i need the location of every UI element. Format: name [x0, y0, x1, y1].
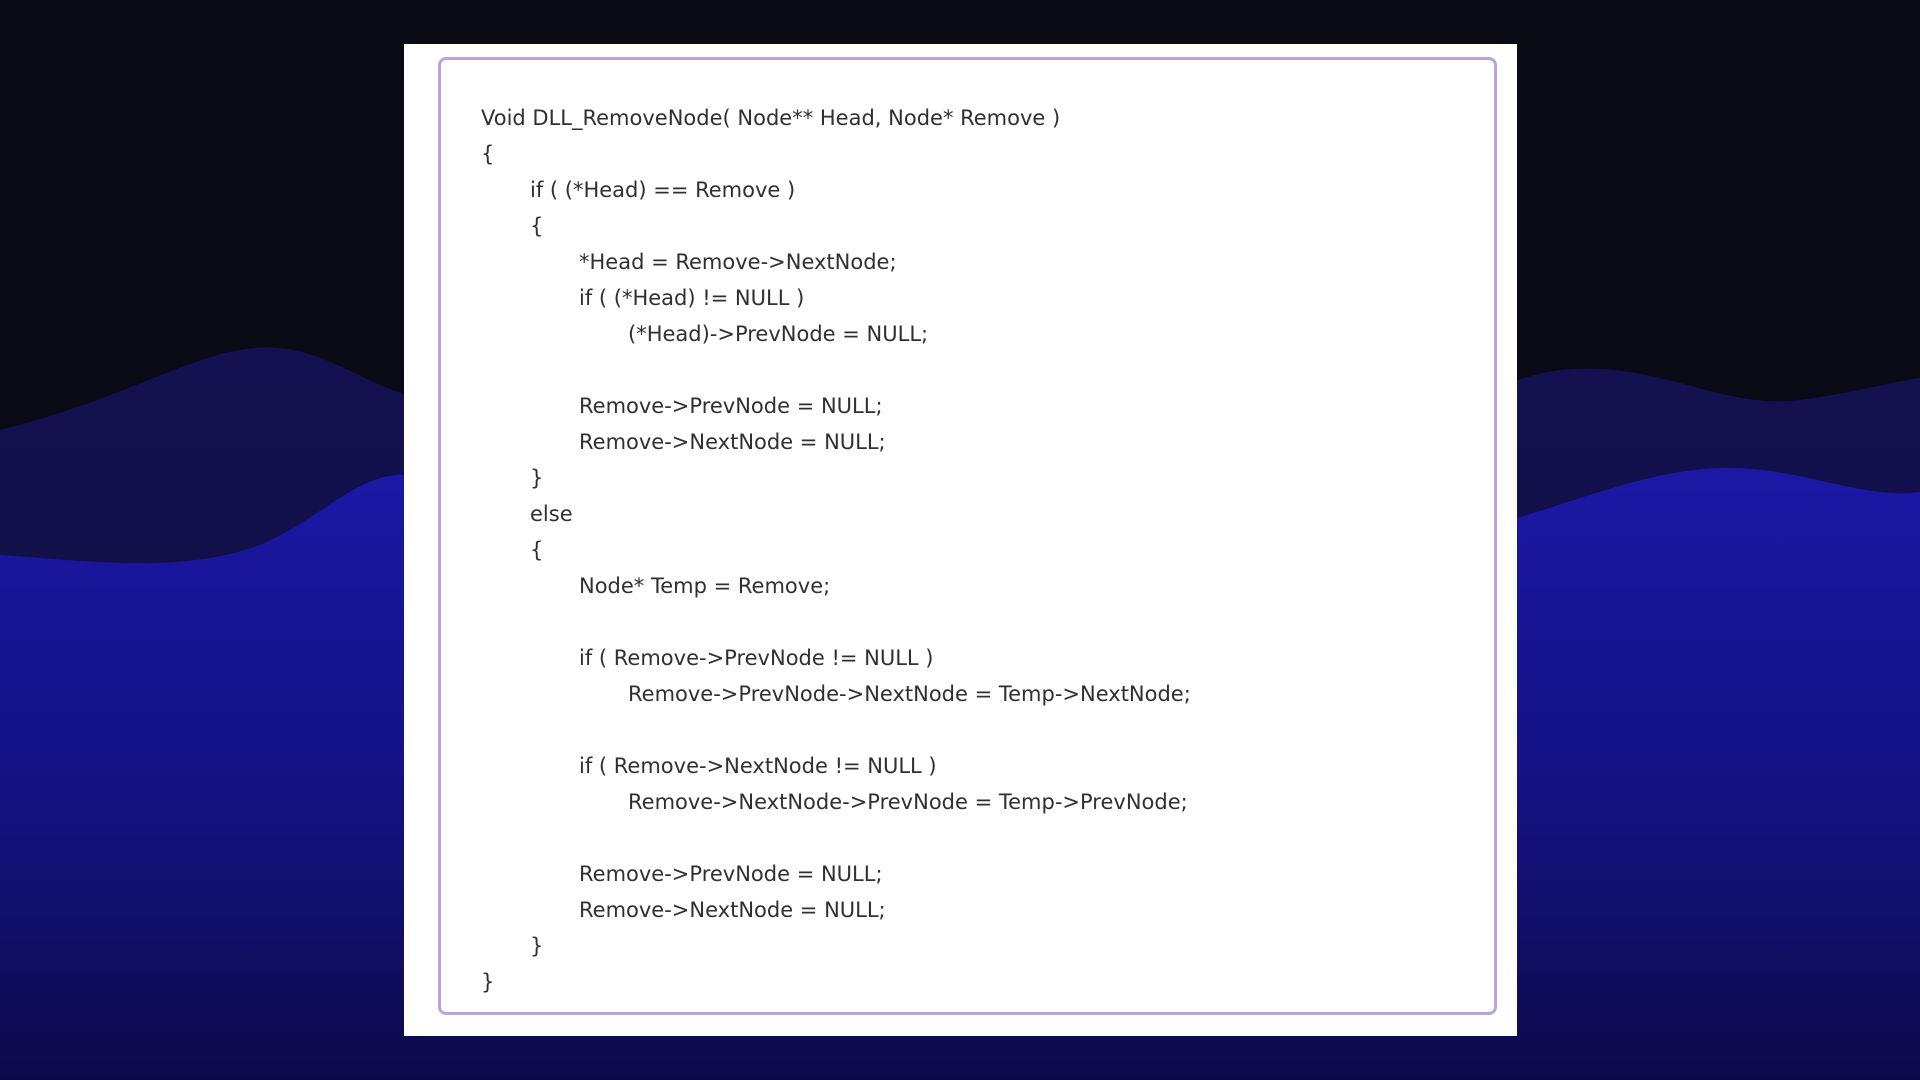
code-line: }: [481, 970, 495, 994]
code-line: {: [481, 142, 495, 166]
code-line: [481, 604, 1191, 640]
code-line: [481, 820, 1191, 856]
code-block: [481, 100, 1191, 1000]
code-line: Remove->PrevNode = NULL;: [579, 862, 883, 886]
code-line: Node* Temp = Remove;: [579, 574, 831, 598]
code-line: }: [530, 466, 544, 490]
code-line: if ( (*Head) == Remove ): [530, 178, 796, 202]
code-line: {: [530, 214, 544, 238]
code-line: {: [530, 538, 544, 562]
code-line: Remove->PrevNode = NULL;: [579, 394, 883, 418]
code-line: else: [530, 502, 573, 526]
code-line: }: [530, 934, 544, 958]
code-line: Remove->PrevNode->NextNode = Temp->NextNode;: [628, 682, 1191, 706]
code-line: *Head = Remove->NextNode;: [579, 250, 897, 274]
code-line: Remove->NextNode->PrevNode = Temp->PrevNode;: [628, 790, 1188, 814]
code-line: [481, 712, 1191, 748]
code-line: Remove->NextNode = NULL;: [579, 430, 886, 454]
code-line: [481, 352, 1191, 388]
code-line: if ( (*Head) != NULL ): [579, 286, 805, 310]
code-frame: [438, 57, 1497, 1015]
code-line: Remove->NextNode = NULL;: [579, 898, 886, 922]
code-card: [404, 44, 1517, 1036]
code-line: Void DLL_RemoveNode( Node** Head, Node* Remove ): [481, 106, 1061, 130]
code-line: if ( Remove->NextNode != NULL ): [579, 754, 937, 778]
code-line: if ( Remove->PrevNode != NULL ): [579, 646, 934, 670]
code-line: (*Head)->PrevNode = NULL;: [628, 322, 929, 346]
